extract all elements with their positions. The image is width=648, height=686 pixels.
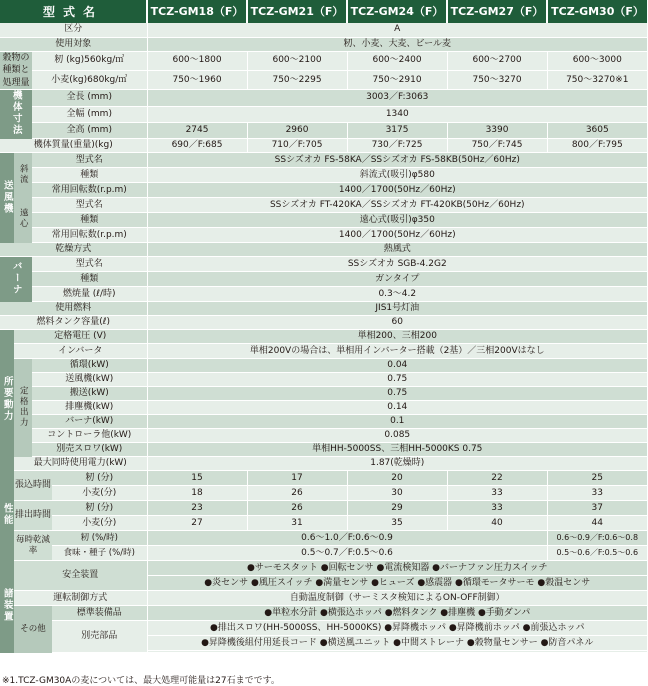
sub-rated-label: 定格出力 xyxy=(18,385,29,428)
value-model2: SSシズオカ FT-420KA／SSシズオカ FT-420KB(50Hz／60Hz) xyxy=(147,198,647,213)
label-rate: 毎時乾減率 xyxy=(14,531,52,561)
value-sofuki: 0.75 xyxy=(147,373,647,387)
value-width: 1340 xyxy=(147,106,647,122)
row-blower-model1 xyxy=(0,153,647,168)
label-kanso: 乾燥方式 xyxy=(0,243,147,257)
value-rate-food: 0.5～0.7／F:0.5～0.6 xyxy=(147,546,547,561)
row-komugi xyxy=(0,70,647,89)
row-burner-fuel xyxy=(0,287,647,302)
row-inverter xyxy=(0,344,647,359)
cell: 750～2295 xyxy=(247,70,347,89)
label-nenryo: 使用燃料 xyxy=(0,302,147,316)
cell: 600～1800 xyxy=(147,51,247,70)
label-burner-model: 型式名 xyxy=(32,257,147,272)
sub-shaliu xyxy=(14,153,32,198)
sub-rated xyxy=(14,359,32,457)
value-safety1: ●サーモスタット ●回転センサ ●電流検知器 ●バーナファン圧力スイッチ xyxy=(147,561,647,576)
label-harikomi: 張込時間 xyxy=(14,471,52,501)
row-height xyxy=(0,122,647,138)
value-rate-momi-gm30: 0.6～0.9／F:0.6～0.8 xyxy=(547,531,647,546)
row-safety1 xyxy=(0,561,647,576)
row-junkan xyxy=(0,359,647,373)
value-model1: SSシズオカ FS-58KA／SSシズオカ FS-58KB(50Hz／60Hz) xyxy=(147,153,647,168)
header-model: TCZ-GM24（F） xyxy=(347,0,447,23)
row-slow xyxy=(0,443,647,457)
value-std: ●単粒水分計 ●横張込ホッパ ●燃料タンク ●排塵機 ●手動ダンパ xyxy=(147,606,647,621)
cell: 44 xyxy=(547,516,647,531)
cell: 40 xyxy=(447,516,547,531)
cell: 31 xyxy=(247,516,347,531)
cell: 37 xyxy=(547,501,647,516)
value-burner-kind: ガンタイプ xyxy=(147,272,647,287)
label-haishutsu: 排出時間 xyxy=(14,501,52,531)
cell: 3390 xyxy=(447,122,547,138)
cell: 18 xyxy=(147,486,247,501)
cell: 750～2910 xyxy=(347,70,447,89)
value-rate-momi: 0.6～1.0／F:0.6～0.9 xyxy=(147,531,547,546)
label-control: 運転制御方式 xyxy=(14,591,147,606)
value-safety2: ●炎センサ ●風圧スイッチ ●満量センサ ●ヒューズ ●感震器 ●循環モータサーモ ●穀温センサ xyxy=(147,576,647,591)
row-mass xyxy=(0,139,647,153)
label-sofuki: 送風機(kW) xyxy=(32,373,147,387)
cell: 600～3000 xyxy=(547,51,647,70)
value-kind2: 遠心式(吸引)φ350 xyxy=(147,213,647,228)
label-komugi: 小麦(kg)680kg/㎥ xyxy=(32,70,147,89)
group-perf xyxy=(0,471,14,561)
label-haijin: 排塵機(kW) xyxy=(32,401,147,415)
label-kind1: 種類 xyxy=(32,168,147,183)
group-devices xyxy=(0,561,14,653)
label-burner-kw: バーナ(kW) xyxy=(32,415,147,429)
label-burner-fuel: 燃焼量 (ℓ/時) xyxy=(32,287,147,302)
cell: 750～1960 xyxy=(147,70,247,89)
row-burner-kind xyxy=(0,272,647,287)
label-hanso: 搬送(kW) xyxy=(32,387,147,401)
row-rate-food xyxy=(0,546,647,561)
footnote: ※1.TCZ-GM30Aの麦については、最大処理可能量は27石までです。 xyxy=(2,676,280,686)
row-shiyo xyxy=(0,37,647,51)
row-nenryo xyxy=(0,302,647,316)
row-haishutsu-komugi xyxy=(0,516,647,531)
row-controller xyxy=(0,429,647,443)
cell: 29 xyxy=(347,501,447,516)
cell: 750／F:745 xyxy=(447,139,547,153)
row-max xyxy=(0,457,647,471)
row-kanso xyxy=(0,243,647,257)
cell: 750～3270※1 xyxy=(547,70,647,89)
cell: 23 xyxy=(147,501,247,516)
row-momi xyxy=(0,51,647,70)
label-burner-kind: 種類 xyxy=(32,272,147,287)
header-title: 型式名 xyxy=(0,0,147,23)
cell: 22 xyxy=(447,471,547,486)
label-haishutsu-komugi: 小麦(分) xyxy=(52,516,147,531)
row-blower-model2 xyxy=(0,198,647,213)
label-harikomi-komugi: 小麦(分) xyxy=(52,486,147,501)
group-kokumotsu: 穀物の種類と処理量 xyxy=(0,51,32,90)
row-control xyxy=(0,591,647,606)
spacer xyxy=(147,651,647,653)
label-shiyo: 使用対象 xyxy=(0,37,147,51)
label-std: 標準装備品 xyxy=(52,606,147,621)
label-height: 全高 (mm) xyxy=(32,122,147,138)
label-voltage: 定格電圧 (V) xyxy=(14,330,147,344)
row-blower-kind1 xyxy=(0,168,647,183)
value-burner-model: SSシズオカ SGB-4.2G2 xyxy=(147,257,647,272)
group-devices-label: 諸装置 xyxy=(1,588,13,623)
label-length: 全長 (mm) xyxy=(32,90,147,106)
value-inverter: 単相200Vの場合は、単相用インバーター搭載（2基）／三相200Vはなし xyxy=(147,344,647,359)
cell: 800／F:795 xyxy=(547,139,647,153)
value-rpm1: 1400／1700(50Hz／60Hz) xyxy=(147,183,647,198)
label-haishutsu-momi: 籾 (分) xyxy=(52,501,147,516)
cell: 33 xyxy=(447,501,547,516)
value-burner-fuel: 0.3～4.2 xyxy=(147,287,647,302)
value-shiyo: 籾、小麦、大麦、ビール麦 xyxy=(147,37,647,51)
sub-enshin xyxy=(14,198,32,243)
label-momi: 籾 (kg)560kg/㎥ xyxy=(32,51,147,70)
group-perf-label: 性能 xyxy=(1,503,13,527)
cell: 3605 xyxy=(547,122,647,138)
cell: 3175 xyxy=(347,122,447,138)
group-blower xyxy=(0,153,14,243)
cell: 600～2100 xyxy=(247,51,347,70)
cell: 30 xyxy=(347,486,447,501)
row-blower-rpm1 xyxy=(0,183,647,198)
row-voltage xyxy=(0,330,647,344)
sub-shaliu-label: 斜流 xyxy=(18,163,29,185)
value-kubun: A xyxy=(147,23,647,37)
cell: 750～3270 xyxy=(447,70,547,89)
label-model2: 型式名 xyxy=(32,198,147,213)
row-blower-rpm2 xyxy=(0,228,647,243)
label-mass: 機体質量(重量)(kg) xyxy=(0,139,147,153)
label-rate-momi: 籾 (%/時) xyxy=(52,531,147,546)
row-harikomi-momi xyxy=(0,471,647,486)
label-rpm1: 常用回転数(r.p.m) xyxy=(32,183,147,198)
label-kubun: 区分 xyxy=(0,23,147,37)
label-controller: コントローラ他(kW) xyxy=(32,429,147,443)
label-safety: 安全装置 xyxy=(14,561,147,591)
value-haijin: 0.14 xyxy=(147,401,647,415)
header-row xyxy=(0,0,647,23)
label-kind2: 種類 xyxy=(32,213,147,228)
value-control: 自動温度制御（サーミスタ検知によるON-OFF制御） xyxy=(147,591,647,606)
row-kubun xyxy=(0,23,647,37)
cell: 2960 xyxy=(247,122,347,138)
row-burner-model xyxy=(0,257,647,272)
row-sofuki xyxy=(0,373,647,387)
label-rpm2: 常用回転数(r.p.m) xyxy=(32,228,147,243)
header-model: TCZ-GM27（F） xyxy=(447,0,547,23)
group-sunpo-label: 機体寸法 xyxy=(10,90,22,137)
label-junkan: 循環(kW) xyxy=(32,359,147,373)
label-tank: 燃料タンク容量(ℓ) xyxy=(0,316,147,330)
label-rate-food: 食味・種子 (%/時) xyxy=(52,546,147,561)
label-opt: 別売部品 xyxy=(52,621,147,653)
value-opt1: ●排出スロワ(HH-5000SS、HH-5000KS) ●昇降機ホッパ ●昇降機前ホッパ ●前張込ホッパ xyxy=(147,621,647,636)
label-model1: 型式名 xyxy=(32,153,147,168)
group-blower-label: 送風機 xyxy=(1,179,13,215)
value-burner-kw: 0.1 xyxy=(147,415,647,429)
value-nenryo: JIS1号灯油 xyxy=(147,302,647,316)
cell: 26 xyxy=(247,486,347,501)
value-length: 3003／F:3063 xyxy=(147,90,647,106)
value-opt2: ●昇降機後組付用延長コード ●横送風ユニット ●中間ストレーナ ●穀物量センサー ●防音パネル xyxy=(147,636,647,651)
cell: 730／F:725 xyxy=(347,139,447,153)
cell: 26 xyxy=(247,501,347,516)
header-model: TCZ-GM21（F） xyxy=(247,0,347,23)
header-model: TCZ-GM18（F） xyxy=(147,0,247,23)
value-hanso: 0.75 xyxy=(147,387,647,401)
row-harikomi-komugi xyxy=(0,486,647,501)
label-other: その他 xyxy=(14,606,52,653)
row-std xyxy=(0,606,647,621)
cell: 710／F:705 xyxy=(247,139,347,153)
row-rate-momi xyxy=(0,531,647,546)
label-max: 最大同時使用電力(kW) xyxy=(14,457,147,471)
row-blower-kind2 xyxy=(0,213,647,228)
cell: 600～2700 xyxy=(447,51,547,70)
group-sunpo xyxy=(0,90,32,139)
value-rpm2: 1400／1700(50Hz／60Hz) xyxy=(147,228,647,243)
row-tank xyxy=(0,316,647,330)
row-width xyxy=(0,106,647,122)
cell: 17 xyxy=(247,471,347,486)
row-burner-kw xyxy=(0,415,647,429)
value-tank: 60 xyxy=(147,316,647,330)
label-slow: 別売スロワ(kW) xyxy=(32,443,147,457)
group-power-label: 所要動力 xyxy=(1,376,13,423)
group-burner xyxy=(0,257,32,302)
row-hanso xyxy=(0,387,647,401)
label-harikomi-momi: 籾 (分) xyxy=(52,471,147,486)
value-controller: 0.085 xyxy=(147,429,647,443)
value-voltage: 単相200、三相200 xyxy=(147,330,647,344)
cell: 33 xyxy=(447,486,547,501)
group-power xyxy=(0,330,14,471)
cell: 690／F:685 xyxy=(147,139,247,153)
value-max: 1.87(乾燥時) xyxy=(147,457,647,471)
cell: 25 xyxy=(547,471,647,486)
cell: 27 xyxy=(147,516,247,531)
cell: 33 xyxy=(547,486,647,501)
value-kanso: 熱風式 xyxy=(147,243,647,257)
cell: 2745 xyxy=(147,122,247,138)
cell: 35 xyxy=(347,516,447,531)
sub-enshin-label: 遠心 xyxy=(18,208,29,230)
label-inverter: インバータ xyxy=(14,344,147,359)
value-rate-food-gm30: 0.5～0.6／F:0.5～0.6 xyxy=(547,546,647,561)
value-kind1: 斜流式(吸引)φ580 xyxy=(147,168,647,183)
cell: 600～2400 xyxy=(347,51,447,70)
group-burner-label: バーナ xyxy=(10,261,22,296)
cell: 20 xyxy=(347,471,447,486)
cell: 15 xyxy=(147,471,247,486)
row-opt1 xyxy=(0,621,647,636)
header-model: TCZ-GM30（F） xyxy=(547,0,647,23)
label-width: 全幅 (mm) xyxy=(32,106,147,122)
value-slow: 単相HH-5000SS、三相HH-5000KS 0.75 xyxy=(147,443,647,457)
row-haijin xyxy=(0,401,647,415)
row-length xyxy=(0,90,647,106)
value-junkan: 0.04 xyxy=(147,359,647,373)
row-haishutsu-momi xyxy=(0,501,647,516)
